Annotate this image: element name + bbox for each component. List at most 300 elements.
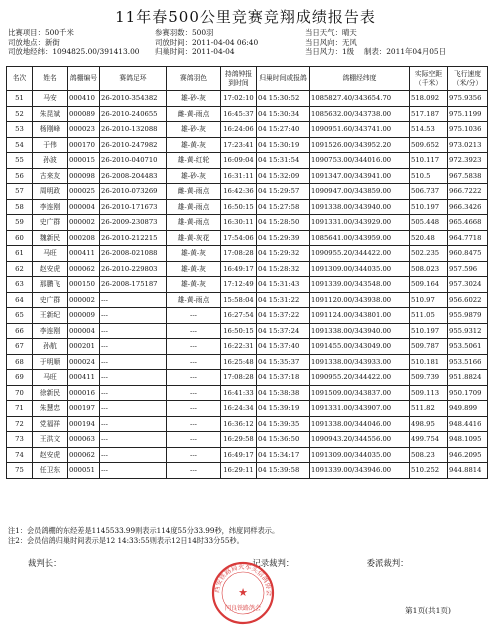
cell-ring: ---	[100, 447, 167, 463]
col-coordinates: 鸽棚经纬度	[310, 67, 410, 91]
cell-loft-id: 000208	[68, 230, 100, 246]
cell-clock-time: 16:24:06	[221, 122, 257, 138]
cell-distance: 508.023	[410, 261, 448, 277]
cell-speed: 953.5061	[448, 339, 488, 355]
cell-name: 任卫东	[33, 463, 68, 479]
cell-return-time: 04 15:30:52	[257, 91, 310, 107]
return-date: 归巢时间：2011-04-04	[155, 47, 235, 57]
cell-return-time: 04 15:29:32	[257, 246, 310, 262]
col-distance: 实际空距（千米）	[410, 67, 448, 91]
weather: 当日天气：晴天	[305, 28, 357, 37]
cell-rank: 60	[7, 230, 33, 246]
cell-return-time: 04 15:37:22	[257, 308, 310, 324]
cell-distance: 498.95	[410, 416, 448, 432]
cell-distance: 510.97	[410, 292, 448, 308]
cell-name: 魏新民	[33, 230, 68, 246]
cell-name: 马旺	[33, 370, 68, 386]
cell-coordinates: 1091339.00/343548.00	[310, 277, 410, 293]
cell-name: 党福祥	[33, 416, 68, 432]
cell-color: ---	[167, 370, 221, 386]
cell-rank: 63	[7, 277, 33, 293]
cell-return-time: 04 15:30:19	[257, 137, 310, 153]
cell-color: 雄-砂-灰	[167, 122, 221, 138]
table-row	[7, 106, 488, 122]
cell-rank: 52	[7, 106, 33, 122]
cell-distance: 509.652	[410, 137, 448, 153]
cell-rank: 59	[7, 215, 33, 231]
cell-name: 史广群	[33, 292, 68, 308]
cell-color: 雄-黄-灰	[167, 137, 221, 153]
cell-name: 史广群	[33, 215, 68, 231]
cell-ring: ---	[100, 308, 167, 324]
cell-coordinates: 1085827.40/343654.70	[310, 91, 410, 107]
release-time: 司放时间：2011-04-04 06:40	[155, 37, 259, 47]
table-row	[7, 385, 488, 401]
svg-text:闫良铁路鸽会: 闫良铁路鸽会	[224, 605, 262, 612]
table-row	[7, 199, 488, 215]
cell-ring: ---	[100, 339, 167, 355]
cell-speed: 950.1709	[448, 385, 488, 401]
cell-ring: 26-2010-212215	[100, 230, 167, 246]
table-row	[7, 91, 488, 107]
cell-color: ---	[167, 308, 221, 324]
cell-distance: 510.117	[410, 153, 448, 169]
cell-ring: ---	[100, 292, 167, 308]
race-info	[8, 28, 483, 57]
cell-clock-time: 16:42:36	[221, 184, 257, 200]
cell-name: 周明政	[33, 184, 68, 200]
cell-ring: 26-2008-175187	[100, 277, 167, 293]
cell-clock-time: 16:24:34	[221, 401, 257, 417]
cell-name: 李连刚	[33, 323, 68, 339]
cell-distance: 520.48	[410, 230, 448, 246]
cell-name: 赵安虎	[33, 261, 68, 277]
race-item: 比赛项目：500千米	[8, 28, 74, 37]
cell-clock-time: 16:50:15	[221, 199, 257, 215]
cell-loft-id: 000098	[68, 168, 100, 184]
cell-rank: 69	[7, 370, 33, 386]
cell-clock-time: 17:12:49	[221, 277, 257, 293]
cell-coordinates: 1090753.00/344016.00	[310, 153, 410, 169]
cell-color: 雄-黄-红轮	[167, 153, 221, 169]
col-color: 赛鸽羽色	[167, 67, 221, 91]
cell-color: 雄-砂-灰	[167, 168, 221, 184]
cell-return-time: 04 15:37:18	[257, 370, 310, 386]
cell-coordinates: 1090955.20/344422.00	[310, 370, 410, 386]
cell-clock-time: 16:29:11	[221, 463, 257, 479]
cell-loft-id: 000051	[68, 463, 100, 479]
cell-ring: 26-2010-354382	[100, 91, 167, 107]
table-row	[7, 432, 488, 448]
cell-speed: 966.3426	[448, 199, 488, 215]
cell-loft-id: 000197	[68, 401, 100, 417]
cell-clock-time: 16:45:37	[221, 106, 257, 122]
table-row	[7, 277, 488, 293]
cell-coordinates: 1090955.20/344422.00	[310, 246, 410, 262]
cell-ring: 26-2009-230873	[100, 215, 167, 231]
release-coordinates: 司放地经纬：1094825.00/391413.00	[8, 47, 140, 57]
cell-rank: 51	[7, 91, 33, 107]
cell-color: ---	[167, 416, 221, 432]
cell-distance: 511.82	[410, 401, 448, 417]
svg-text:西安铁路局火车头信鸽协会: 西安铁路局火车头信鸽协会	[212, 562, 274, 597]
cell-distance: 509.164	[410, 277, 448, 293]
cell-clock-time: 15:58:04	[221, 292, 257, 308]
cell-color: 雄-黄-灰花	[167, 230, 221, 246]
svg-text:★: ★	[238, 586, 248, 599]
cell-color: 雄-黄-灰	[167, 277, 221, 293]
cell-clock-time: 16:36:12	[221, 416, 257, 432]
cell-coordinates: 1091124.00/343801.00	[310, 308, 410, 324]
cell-speed: 956.6022	[448, 292, 488, 308]
cell-clock-time: 16:27:54	[221, 308, 257, 324]
cell-rank: 55	[7, 153, 33, 169]
cell-name: 马旺	[33, 246, 68, 262]
cell-coordinates: 1091455.00/343049.00	[310, 339, 410, 355]
cell-distance: 505.448	[410, 215, 448, 231]
cell-coordinates: 1091331.00/343907.00	[310, 401, 410, 417]
cell-return-time: 04 15:32:09	[257, 168, 310, 184]
cell-clock-time: 16:30:11	[221, 215, 257, 231]
cell-speed: 948.1095	[448, 432, 488, 448]
table-row	[7, 416, 488, 432]
col-clock-time: 持鸽钟报到时间	[221, 67, 257, 91]
issued-date: 制表：2011年04月05日	[364, 47, 447, 57]
cell-distance: 509.787	[410, 339, 448, 355]
cell-clock-time: 17:02:10	[221, 91, 257, 107]
cell-rank: 58	[7, 199, 33, 215]
table-row	[7, 447, 488, 463]
cell-coordinates: 1085641.00/343959.00	[310, 230, 410, 246]
cell-speed: 951.8824	[448, 370, 488, 386]
cell-speed: 972.3923	[448, 153, 488, 169]
table-body	[7, 91, 488, 479]
cell-clock-time: 16:49:17	[221, 261, 257, 277]
cell-color: 雄-黄-雨点	[167, 215, 221, 231]
cell-coordinates: 1091309.00/344035.00	[310, 261, 410, 277]
cell-loft-id: 000004	[68, 323, 100, 339]
table-row	[7, 323, 488, 339]
cell-distance: 509.113	[410, 385, 448, 401]
cell-ring: 26-2010-229803	[100, 261, 167, 277]
cell-return-time: 04 15:39:58	[257, 463, 310, 479]
cell-coordinates: 1091338.00/344046.00	[310, 416, 410, 432]
cell-loft-id: 000201	[68, 339, 100, 355]
cell-loft-id: 000015	[68, 153, 100, 169]
cell-distance: 506.737	[410, 184, 448, 200]
table-row	[7, 137, 488, 153]
cell-clock-time: 16:49:17	[221, 447, 257, 463]
cell-rank: 65	[7, 308, 33, 324]
cell-distance: 510.197	[410, 323, 448, 339]
cell-speed: 964.7718	[448, 230, 488, 246]
cell-color: ---	[167, 354, 221, 370]
cell-rank: 75	[7, 463, 33, 479]
table-row	[7, 184, 488, 200]
cell-speed: 948.4416	[448, 416, 488, 432]
results-table	[6, 66, 488, 479]
cell-rank: 71	[7, 401, 33, 417]
notes	[8, 526, 279, 545]
cell-ring: 26-2010-073269	[100, 184, 167, 200]
cell-speed: 965.4668	[448, 215, 488, 231]
cell-loft-id: 000410	[68, 91, 100, 107]
cell-name: 于伟	[33, 137, 68, 153]
cell-color: 雌-黄-雨点	[167, 106, 221, 122]
cell-name: 赵安虎	[33, 447, 68, 463]
cell-coordinates: 1090943.20/344556.00	[310, 432, 410, 448]
cell-rank: 73	[7, 432, 33, 448]
cell-distance: 499.754	[410, 432, 448, 448]
cell-return-time: 04 15:37:40	[257, 339, 310, 355]
cell-speed: 975.1036	[448, 122, 488, 138]
association-seal	[210, 560, 276, 626]
cell-speed: 957.596	[448, 261, 488, 277]
cell-loft-id: 000025	[68, 184, 100, 200]
cell-ring: ---	[100, 416, 167, 432]
chief-referee-label: 裁判长：	[28, 558, 62, 568]
cell-return-time: 04 15:28:50	[257, 215, 310, 231]
cell-color: 雌-黄-雨点	[167, 184, 221, 200]
col-loft-id: 鸽棚编号	[68, 67, 100, 91]
cell-ring: ---	[100, 432, 167, 448]
col-ring: 赛鸽足环	[100, 67, 167, 91]
cell-clock-time: 17:23:41	[221, 137, 257, 153]
cell-loft-id: 000002	[68, 215, 100, 231]
cell-speed: 967.5838	[448, 168, 488, 184]
cell-coordinates: 1091526.00/343952.20	[310, 137, 410, 153]
cell-rank: 74	[7, 447, 33, 463]
cell-loft-id: 000062	[68, 447, 100, 463]
cell-return-time: 04 15:39:19	[257, 401, 310, 417]
cell-coordinates: 1091309.00/344035.00	[310, 447, 410, 463]
cell-rank: 70	[7, 385, 33, 401]
cell-return-time: 04 15:31:54	[257, 153, 310, 169]
cell-color: ---	[167, 385, 221, 401]
cell-color: 雄-黄-灰	[167, 246, 221, 262]
cell-speed: 960.8475	[448, 246, 488, 262]
cell-name: 杨刚峰	[33, 122, 68, 138]
cell-distance: 510.197	[410, 199, 448, 215]
cell-rank: 66	[7, 323, 33, 339]
cell-distance: 511.05	[410, 308, 448, 324]
cell-loft-id: 000023	[68, 122, 100, 138]
cell-ring: 26-2010-240655	[100, 106, 167, 122]
cell-coordinates: 1091338.00/343940.00	[310, 323, 410, 339]
cell-loft-id: 000150	[68, 277, 100, 293]
col-speed: 飞行速度（米/分）	[448, 67, 488, 91]
cell-distance: 510.5	[410, 168, 448, 184]
cell-return-time: 04 15:31:22	[257, 292, 310, 308]
note-2: 注2：会员信鸽归巢时间表示是12 14:33:55则表示12日14时33分55秒。	[8, 535, 244, 545]
cell-return-time: 04 15:29:39	[257, 230, 310, 246]
cell-return-time: 04 15:38:38	[257, 385, 310, 401]
cell-rank: 61	[7, 246, 33, 262]
cell-ring: ---	[100, 385, 167, 401]
cell-rank: 62	[7, 261, 33, 277]
cell-loft-id: 000024	[68, 354, 100, 370]
cell-return-time: 04 15:35:37	[257, 354, 310, 370]
table-row	[7, 292, 488, 308]
cell-color: 雄-黄-雨点	[167, 292, 221, 308]
cell-speed: 953.5166	[448, 354, 488, 370]
cell-loft-id: 000411	[68, 370, 100, 386]
cell-rank: 64	[7, 292, 33, 308]
cell-color: ---	[167, 432, 221, 448]
cell-return-time: 04 15:30:34	[257, 106, 310, 122]
cell-speed: 975.1199	[448, 106, 488, 122]
table-row	[7, 370, 488, 386]
cell-ring: 26-2010-171673	[100, 199, 167, 215]
cell-coordinates: 1091338.00/343940.00	[310, 199, 410, 215]
cell-coordinates: 1090947.00/343859.00	[310, 184, 410, 200]
cell-name: 孙航	[33, 339, 68, 355]
cell-color: 雄-黄-灰	[167, 261, 221, 277]
cell-distance: 508.23	[410, 447, 448, 463]
cell-return-time: 04 15:37:24	[257, 323, 310, 339]
wind-force: 当日风力：1级 制表：2011年04月05日	[305, 47, 447, 57]
cell-speed: 946.2095	[448, 447, 488, 463]
cell-ring: ---	[100, 323, 167, 339]
cell-speed: 973.0213	[448, 137, 488, 153]
table-row	[7, 215, 488, 231]
table-row	[7, 401, 488, 417]
cell-clock-time: 16:31:11	[221, 168, 257, 184]
table-row	[7, 261, 488, 277]
cell-ring: 26-2010-247982	[100, 137, 167, 153]
cell-speed: 955.9879	[448, 308, 488, 324]
cell-clock-time: 17:08:28	[221, 246, 257, 262]
cell-name: 古来友	[33, 168, 68, 184]
cell-coordinates: 1091331.00/343929.00	[310, 215, 410, 231]
cell-color: ---	[167, 447, 221, 463]
cell-loft-id: 000004	[68, 199, 100, 215]
cell-return-time: 04 15:27:40	[257, 122, 310, 138]
cell-return-time: 04 15:36:50	[257, 432, 310, 448]
table-header-row	[7, 67, 488, 91]
table-row	[7, 153, 488, 169]
cell-coordinates: 1085632.00/343738.00	[310, 106, 410, 122]
cell-clock-time: 16:25:48	[221, 354, 257, 370]
cell-loft-id: 000411	[68, 246, 100, 262]
cell-name: 马安	[33, 91, 68, 107]
cell-name: 李连刚	[33, 199, 68, 215]
cell-distance: 510.181	[410, 354, 448, 370]
cell-return-time: 04 15:39:35	[257, 416, 310, 432]
cell-speed: 966.7222	[448, 184, 488, 200]
cell-return-time: 04 15:31:43	[257, 277, 310, 293]
cell-distance: 514.53	[410, 122, 448, 138]
cell-clock-time: 16:29:58	[221, 432, 257, 448]
cell-distance: 517.187	[410, 106, 448, 122]
cell-clock-time: 16:41:33	[221, 385, 257, 401]
cell-rank: 56	[7, 168, 33, 184]
cell-return-time: 04 15:34:17	[257, 447, 310, 463]
cell-ring: ---	[100, 401, 167, 417]
cell-rank: 72	[7, 416, 33, 432]
cell-name: 朱昆斌	[33, 106, 68, 122]
col-return-time: 归巢时间或报鸽	[257, 67, 310, 91]
cell-name: 孙波	[33, 153, 68, 169]
cell-name: 王洪文	[33, 432, 68, 448]
cell-loft-id: 000009	[68, 308, 100, 324]
cell-name: 那鹏飞	[33, 277, 68, 293]
cell-return-time: 04 15:27:58	[257, 199, 310, 215]
cell-rank: 54	[7, 137, 33, 153]
cell-rank: 67	[7, 339, 33, 355]
cell-speed: 949.899	[448, 401, 488, 417]
cell-rank: 53	[7, 122, 33, 138]
cell-coordinates: 1091339.00/343946.00	[310, 463, 410, 479]
cell-color: ---	[167, 339, 221, 355]
cell-ring: ---	[100, 354, 167, 370]
table-row	[7, 122, 488, 138]
cell-distance: 502.235	[410, 246, 448, 262]
cell-distance: 510.252	[410, 463, 448, 479]
col-rank: 名次	[7, 67, 33, 91]
cell-coordinates: 1090951.60/343741.00	[310, 122, 410, 138]
cell-speed: 944.8814	[448, 463, 488, 479]
cell-loft-id: 000194	[68, 416, 100, 432]
col-name: 姓名	[33, 67, 68, 91]
table-row	[7, 246, 488, 262]
cell-loft-id: 000002	[68, 292, 100, 308]
page-number: 第1页(共1页)	[405, 606, 451, 615]
cell-coordinates: 1091120.00/343938.00	[310, 292, 410, 308]
delegate-referee-label: 委派裁判：	[366, 558, 409, 568]
cell-ring: 26-2010-040710	[100, 153, 167, 169]
table-row	[7, 230, 488, 246]
wind-direction: 当日风向：无风	[305, 37, 357, 47]
cell-clock-time: 17:08:28	[221, 370, 257, 386]
cell-coordinates: 1091347.00/343941.00	[310, 168, 410, 184]
record-referee-label: 记录裁判：	[252, 558, 295, 568]
cell-color: 雄-砂-灰	[167, 91, 221, 107]
cell-color: 雄-黄-雨点	[167, 199, 221, 215]
cell-distance: 509.739	[410, 370, 448, 386]
cell-distance: 518.092	[410, 91, 448, 107]
cell-name: 朱慧忠	[33, 401, 68, 417]
cell-loft-id: 000063	[68, 432, 100, 448]
report-title: 11年春500公里竞赛竞翔成绩报告表	[115, 8, 376, 26]
cell-clock-time: 16:22:31	[221, 339, 257, 355]
cell-ring: ---	[100, 370, 167, 386]
cell-coordinates: 1091509.00/343837.00	[310, 385, 410, 401]
cell-coordinates: 1091338.00/343933.00	[310, 354, 410, 370]
release-location: 司放地点：新街	[8, 37, 60, 47]
table-row	[7, 308, 488, 324]
table-row	[7, 168, 488, 184]
cell-color: ---	[167, 401, 221, 417]
cell-loft-id: 000062	[68, 261, 100, 277]
cell-ring: 26-2008-021088	[100, 246, 167, 262]
cell-name: 于明顺	[33, 354, 68, 370]
cell-clock-time: 16:50:15	[221, 323, 257, 339]
cell-ring: 26-2008-204483	[100, 168, 167, 184]
cell-color: ---	[167, 323, 221, 339]
cell-rank: 68	[7, 354, 33, 370]
cell-name: 王新纪	[33, 308, 68, 324]
cell-ring: ---	[100, 463, 167, 479]
entry-count: 参赛羽数：500羽	[155, 28, 214, 37]
cell-rank: 57	[7, 184, 33, 200]
cell-speed: 957.3024	[448, 277, 488, 293]
cell-ring: 26-2010-132088	[100, 122, 167, 138]
cell-color: ---	[167, 463, 221, 479]
note-1: 注1：会员鸽棚的东经差是1145533.99则表示114度55分33.99秒，纬度同样表示。	[8, 526, 280, 535]
table-row	[7, 339, 488, 355]
cell-clock-time: 17:54:06	[221, 230, 257, 246]
